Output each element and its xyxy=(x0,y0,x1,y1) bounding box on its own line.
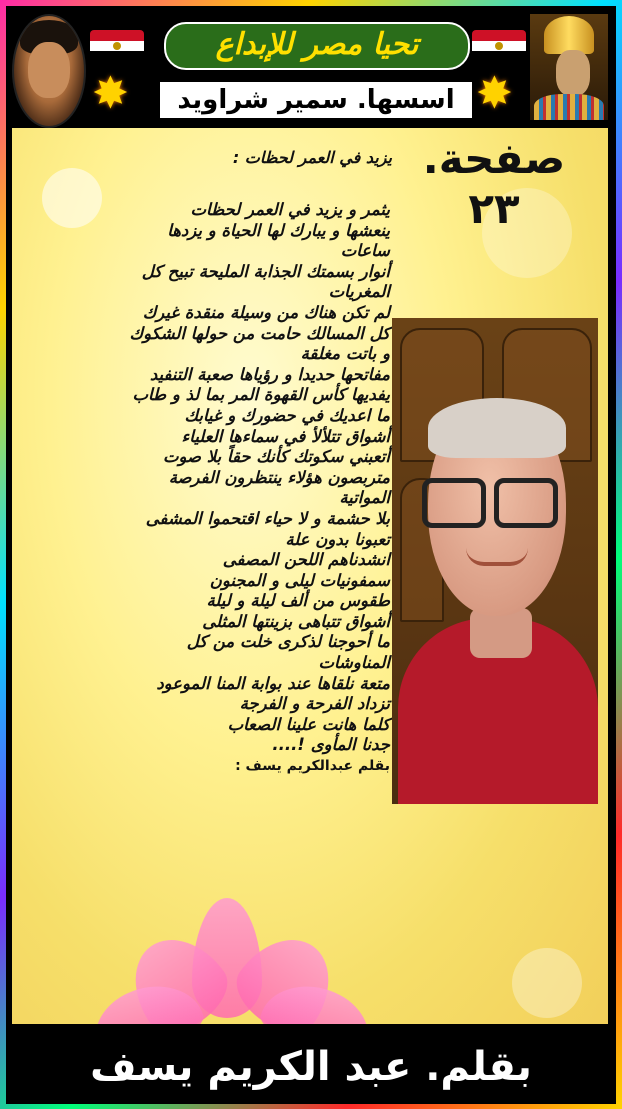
pharaoh-image xyxy=(530,14,608,120)
poem-line: ما اعديك في حضورك و غيابك xyxy=(184,405,390,425)
sun-icon: ✸ xyxy=(92,68,129,119)
poem-line: سمفونيات ليلى و المجنون xyxy=(209,570,390,590)
poem-line: ما أحوجنا لذكرى خلت من كل xyxy=(186,632,390,652)
poem-line: جدنا المأوى !.... xyxy=(272,735,390,755)
poem-line: تزداد الفرحة و الفرجة xyxy=(239,694,390,714)
poem-line: بلا حشمة و لا حياء اقتحموا المشفى xyxy=(145,508,390,528)
poem-line: لم تكن هناك من وسيلة منقدة غيرك xyxy=(142,302,390,322)
egypt-flag-icon xyxy=(472,30,526,62)
founder-portrait xyxy=(12,14,86,128)
sun-icon: ✸ xyxy=(476,68,513,119)
poem-line: يثمر و يزيد في العمر لحظات xyxy=(190,200,390,219)
poem-line: أنوار بسمتك الجذابة المليحة تبيح كل xyxy=(141,261,390,281)
bokeh-light xyxy=(512,948,582,1018)
poem-heading: يزيد في العمر لحظات : xyxy=(232,148,392,167)
site-title: تحيا مصر للإبداع xyxy=(164,22,470,70)
author-footer: بقلم. عبد الكريم يسف xyxy=(6,1030,616,1104)
poem-line: تعبونا بدون علة xyxy=(285,529,390,549)
poem-line: متربصون هؤلاء ينتظرون الفرصة xyxy=(168,467,390,487)
poem-line: طقوس من ألف ليلة و ليلة xyxy=(206,591,390,611)
poem-line: المواتية xyxy=(339,488,390,508)
poem-signature: بقلم عبدالكريم يسف : xyxy=(235,758,390,775)
poem-body xyxy=(18,200,390,776)
poem-line: ينعشها و يبارك لها الحياة و يزدها xyxy=(167,220,390,240)
header xyxy=(6,6,616,124)
poem-line: أشواق تتباهى بزينتها المثلى xyxy=(202,611,390,631)
poem-line: المغريات xyxy=(328,282,390,302)
poem-line: كلما هانت علينا الصعاب xyxy=(227,714,390,734)
poem-line: أشواق تتلألأ في سماءها العلياء xyxy=(181,426,390,446)
lotus-flower-image xyxy=(92,888,372,1024)
page-number: صفحة. ٢٣ xyxy=(422,134,566,233)
poem-line: كل المسالك حامت من حولها الشكوك xyxy=(129,323,390,343)
poem-line: مفاتحها حديدا و رؤياها صعبة التنفيد xyxy=(149,364,390,384)
poem-line: انشدناهم اللحن المصفى xyxy=(222,550,390,570)
poem-line: المناوشات xyxy=(318,653,390,673)
poem-line: ساعات xyxy=(340,241,390,261)
poem-line: أتعبني سكوتك كأنك حقاً بلا صوت xyxy=(163,447,390,467)
author-photo xyxy=(392,318,598,804)
poem-line: متعة نلقاها عند بوابة المنا الموعود xyxy=(156,673,390,693)
founder-subtitle: اسسها. سمير شراويد xyxy=(160,82,472,118)
egypt-flag-icon xyxy=(90,30,144,62)
poem-line: يفديها كأس القهوة المر بما لذ و طاب xyxy=(132,385,390,405)
poem-line: و باتت مغلقة xyxy=(300,344,390,364)
